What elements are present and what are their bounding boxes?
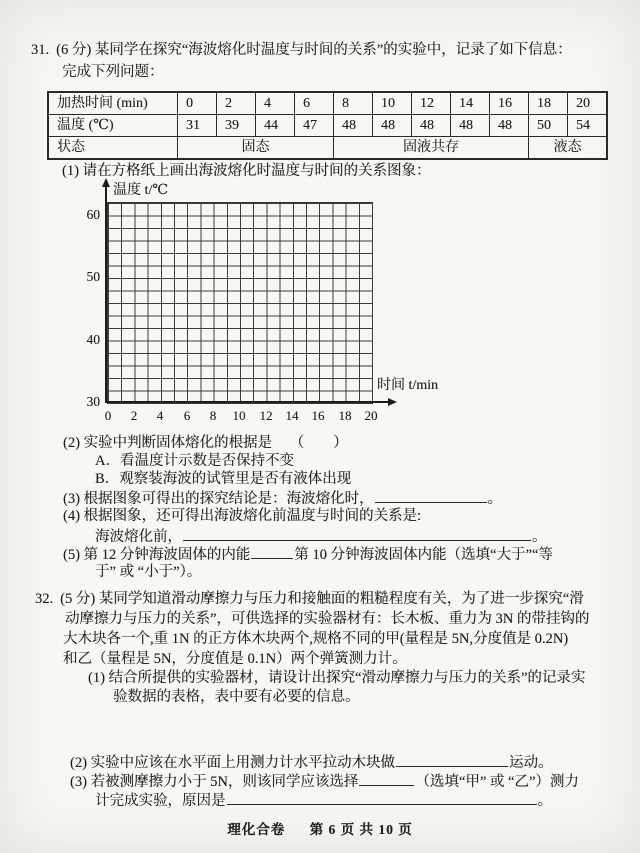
q31-sub5-text: (5) 第 12 分钟海波固体的内能 xyxy=(63,547,251,563)
q31-sub4: (4) 根据图象，还可得出海波熔化前温度与时间的关系是: xyxy=(63,508,422,524)
table-cell-solid: 固态 xyxy=(178,137,334,160)
q32-heading xyxy=(35,591,584,607)
q31-intro-text: (6 分) 某同学在探究“海波熔化时温度与时间的关系”的实验中，记录了如下信息： xyxy=(56,42,572,58)
table-cell: 48 xyxy=(490,115,529,137)
x-tick: 16 xyxy=(311,408,325,423)
table-cell: 48 xyxy=(334,115,373,137)
period: 。 xyxy=(537,793,552,809)
x-tick: 8 xyxy=(209,408,217,423)
q31-sub5 xyxy=(63,545,553,563)
y-axis-arrow-icon xyxy=(102,178,110,187)
answer-blank-q32-2 xyxy=(396,753,508,767)
table-cell-liquid: 液态 xyxy=(529,137,608,160)
q31-number: 31. xyxy=(31,42,50,58)
q31-sub5-line2: 于” 或 “小于”）。 xyxy=(95,564,202,580)
period: 。 xyxy=(532,529,547,545)
graph-grid xyxy=(107,202,373,404)
x-tick: 6 xyxy=(183,408,191,423)
table-cell: 50 xyxy=(529,115,568,137)
table-cell: 48 xyxy=(412,115,451,137)
table-cell: 39 xyxy=(217,115,256,137)
table-cell: 2 xyxy=(217,92,256,115)
table-row-temp xyxy=(48,115,607,137)
table-cell-temp-label: 温度 (℃) xyxy=(48,115,178,137)
data-table xyxy=(47,91,608,160)
q31-heading xyxy=(31,42,572,58)
q32-sub3-text: (3) 若被测摩擦力小于 5N，则该同学应该选择 xyxy=(70,774,359,790)
q32-line3: 大木块各一个,重 1N 的正方体木块两个,规格不同的甲(量程是 5N,分度值是 0.2N) xyxy=(63,631,569,647)
footer-book-title: 理化合卷 xyxy=(227,822,286,837)
table-cell: 10 xyxy=(373,92,412,115)
x-axis-line xyxy=(105,401,389,403)
period: 。 xyxy=(487,491,503,507)
x-axis-arrow-icon xyxy=(388,398,397,406)
q31-sub3 xyxy=(63,489,502,507)
table-cell: 0 xyxy=(178,92,217,115)
q32-sub3-mid-text: （选填“甲” 或 “乙”）测力 xyxy=(415,774,579,790)
answer-blank-q31-4 xyxy=(183,527,531,541)
table-cell: 54 xyxy=(568,115,608,137)
q32-line4: 和乙（量程是 5N，分度值是 0.1N）两个弹簧测力计。 xyxy=(63,651,407,667)
q31-sub2 xyxy=(63,435,348,451)
q32-sub1-line2: 验数据的表格，表中要有必要的信息。 xyxy=(113,689,360,705)
x-tick: 2 xyxy=(130,408,138,423)
q31-sub1: (1) 请在方格纸上画出海波熔化时温度与时间的关系图象： xyxy=(62,163,431,179)
q32-sub2 xyxy=(70,753,553,771)
table-row-time xyxy=(48,92,607,115)
q32-sub3-line2 xyxy=(95,791,552,809)
y-axis-label: 温度 t/℃ xyxy=(113,183,168,198)
table-cell-solid-liquid: 固液共存 xyxy=(334,137,529,160)
q31-option-b: B．观察装海波的试管里是否有液体出现 xyxy=(95,471,352,487)
y-tick: 40 xyxy=(86,332,100,347)
q31-sub5-mid-text: 第 10 分钟海波固体内能（选填“大于”“等 xyxy=(294,547,553,563)
y-tick: 60 xyxy=(86,207,100,222)
q32-sub2-suffix-text: 运动。 xyxy=(509,755,553,771)
melting-graph xyxy=(0,181,640,436)
answer-blank-q32-3a xyxy=(359,772,414,786)
x-tick: 18 xyxy=(338,408,352,423)
x-tick: 10 xyxy=(232,408,246,423)
q32-line1-text: (5 分) 某同学知道滑动摩擦力与压力和接触面的粗糙程度有关，为了进一步探究“滑 xyxy=(60,591,584,607)
table-cell: 12 xyxy=(412,92,451,115)
table-cell: 16 xyxy=(490,92,529,115)
q32-sub3b-text: 计完成实验，原因是 xyxy=(95,793,226,809)
y-tick: 50 xyxy=(86,269,100,284)
answer-blank-q32-3b xyxy=(227,791,537,805)
x-tick: 0 xyxy=(104,408,112,423)
table-cell: 44 xyxy=(256,115,295,137)
q32-number: 32. xyxy=(35,591,54,607)
answer-blank-q31-3 xyxy=(375,489,487,503)
q32-sub3-line1 xyxy=(70,772,579,790)
answer-blank-q31-5 xyxy=(251,545,293,559)
table-cell: 6 xyxy=(295,92,334,115)
table-cell-state-label: 状态 xyxy=(48,137,178,160)
x-tick: 4 xyxy=(156,408,164,423)
q31-sub4b-text: 海波熔化前， xyxy=(95,529,182,545)
table-cell: 8 xyxy=(334,92,373,115)
y-axis-line xyxy=(105,186,107,403)
q31-sub2-text: (2) 实验中判断固体熔化的根据是 xyxy=(63,435,273,451)
x-tick: 12 xyxy=(259,408,273,423)
table-cell-time-label: 加热时间 (min) xyxy=(48,92,178,115)
table-cell: 20 xyxy=(568,92,608,115)
q31-sub3-text: (3) 根据图象可得出的探究结论是：海波熔化时， xyxy=(63,491,374,507)
table-cell: 14 xyxy=(451,92,490,115)
table-cell: 18 xyxy=(529,92,568,115)
q31-sub4-line2 xyxy=(95,527,547,545)
table-cell: 48 xyxy=(451,115,490,137)
q32-sub2-text: (2) 实验中应该在水平面上用测力计水平拉动木块做 xyxy=(70,755,396,771)
page-footer xyxy=(0,818,640,838)
q32-line2: 动摩擦力与压力的关系”，可供选择的实验器材有：长木板、重力为 3N 的带挂钩的 xyxy=(65,611,590,627)
footer-page-number: 第 6 页 共 10 页 xyxy=(309,822,413,837)
table-cell: 47 xyxy=(295,115,334,137)
table-cell: 4 xyxy=(256,92,295,115)
x-axis-label: 时间 t/min xyxy=(377,378,439,393)
table-cell: 48 xyxy=(373,115,412,137)
y-tick: 30 xyxy=(86,394,100,409)
answer-paren: （ ） xyxy=(289,435,348,451)
x-tick: 20 xyxy=(364,408,378,423)
table-row-state xyxy=(48,137,607,160)
q31-option-a: A．看温度计示数是否保持不变 xyxy=(95,453,294,469)
q31-intro2: 完成下列问题： xyxy=(62,64,164,80)
q32-sub1-line1: (1) 结合所提供的实验器材，请设计出探究“滑动摩擦力与压力的关系”的记录实 xyxy=(88,670,586,686)
x-tick: 14 xyxy=(285,408,299,423)
table-cell: 31 xyxy=(178,115,217,137)
